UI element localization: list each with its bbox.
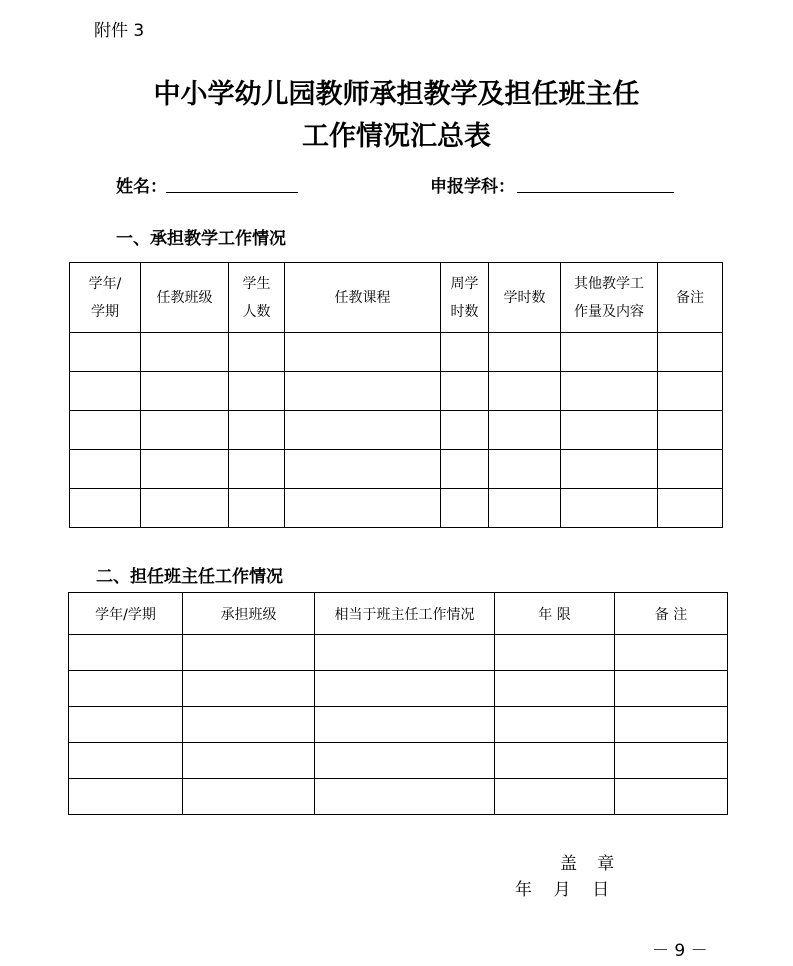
table-cell[interactable]	[285, 411, 441, 450]
table-cell[interactable]	[615, 671, 728, 707]
col-other-work: 其他教学工 作量及内容	[561, 263, 658, 333]
section-2-heading: 二、担任班主任工作情况	[96, 567, 283, 587]
table-row	[69, 671, 728, 707]
table-cell[interactable]	[70, 411, 141, 450]
col-academic-term: 学年/ 学期	[70, 263, 141, 333]
col-duration: 年 限	[495, 593, 615, 635]
table-cell[interactable]	[141, 333, 229, 372]
table-cell[interactable]	[441, 333, 489, 372]
col-remarks: 备注	[658, 263, 723, 333]
table-cell[interactable]	[315, 743, 495, 779]
table-cell[interactable]	[495, 707, 615, 743]
table-cell[interactable]	[561, 411, 658, 450]
table-row	[70, 333, 723, 372]
table-cell[interactable]	[70, 372, 141, 411]
table-header-row	[69, 593, 728, 635]
col-student-count: 学生 人数	[229, 263, 285, 333]
table-cell[interactable]	[141, 450, 229, 489]
table-cell[interactable]	[70, 450, 141, 489]
table-cell[interactable]	[658, 489, 723, 528]
table-row	[70, 489, 723, 528]
table-row	[70, 411, 723, 450]
table-cell[interactable]	[315, 707, 495, 743]
col-academic-term: 学年/学期	[69, 593, 183, 635]
seal-label: 盖 章	[560, 854, 616, 874]
table-row	[69, 743, 728, 779]
table-cell[interactable]	[441, 489, 489, 528]
table-cell[interactable]	[70, 489, 141, 528]
table-row	[69, 779, 728, 815]
name-label: 姓名：	[116, 177, 167, 197]
table-cell[interactable]	[561, 489, 658, 528]
attachment-label: 附件 3	[94, 21, 145, 41]
table-cell[interactable]	[561, 450, 658, 489]
table-cell[interactable]	[561, 333, 658, 372]
table-cell[interactable]	[229, 411, 285, 450]
table-cell[interactable]	[615, 779, 728, 815]
table-cell[interactable]	[495, 671, 615, 707]
date-line: 年 月 日	[515, 880, 610, 900]
head-teacher-work-table	[68, 592, 728, 815]
section-1-heading: 一、承担教学工作情况	[116, 229, 286, 249]
table-cell[interactable]	[183, 779, 315, 815]
col-remarks: 备 注	[615, 593, 728, 635]
subject-label: 申报学科：	[430, 177, 515, 197]
table-cell[interactable]	[489, 489, 561, 528]
table-cell[interactable]	[285, 333, 441, 372]
table-cell[interactable]	[285, 489, 441, 528]
table-cell[interactable]	[229, 333, 285, 372]
table-cell[interactable]	[229, 489, 285, 528]
col-class-assigned: 承担班级	[183, 593, 315, 635]
table-cell[interactable]	[69, 779, 183, 815]
table-cell[interactable]	[183, 635, 315, 671]
table-cell[interactable]	[69, 743, 183, 779]
table-cell[interactable]	[495, 743, 615, 779]
table-cell[interactable]	[141, 489, 229, 528]
table-cell[interactable]	[495, 635, 615, 671]
name-field[interactable]	[166, 192, 298, 193]
page-number: － 9 －	[652, 941, 708, 961]
table-cell[interactable]	[489, 411, 561, 450]
table-cell[interactable]	[489, 372, 561, 411]
table-cell[interactable]	[441, 372, 489, 411]
table-cell[interactable]	[615, 707, 728, 743]
table-cell[interactable]	[315, 779, 495, 815]
table-row	[69, 707, 728, 743]
table-cell[interactable]	[141, 411, 229, 450]
table-cell[interactable]	[441, 450, 489, 489]
table-cell[interactable]	[285, 450, 441, 489]
table-row	[70, 450, 723, 489]
table-header-row	[70, 263, 723, 333]
table-cell[interactable]	[495, 779, 615, 815]
table-cell[interactable]	[658, 411, 723, 450]
table-cell[interactable]	[441, 411, 489, 450]
table-cell[interactable]	[315, 671, 495, 707]
table-cell[interactable]	[658, 372, 723, 411]
col-course: 任教课程	[285, 263, 441, 333]
subject-field[interactable]	[517, 192, 674, 193]
table-cell[interactable]	[561, 372, 658, 411]
table-cell[interactable]	[183, 707, 315, 743]
table-cell[interactable]	[229, 372, 285, 411]
form-title-line-1: 中小学幼儿园教师承担教学及担任班主任	[153, 79, 640, 110]
table-cell[interactable]	[70, 333, 141, 372]
table-cell[interactable]	[285, 372, 441, 411]
table-cell[interactable]	[615, 743, 728, 779]
table-cell[interactable]	[183, 671, 315, 707]
table-cell[interactable]	[315, 635, 495, 671]
table-cell[interactable]	[69, 707, 183, 743]
col-weekly-hours: 周学 时数	[441, 263, 489, 333]
table-cell[interactable]	[658, 450, 723, 489]
table-cell[interactable]	[141, 372, 229, 411]
table-cell[interactable]	[489, 333, 561, 372]
table-cell[interactable]	[69, 671, 183, 707]
table-cell[interactable]	[658, 333, 723, 372]
col-class-taught: 任教班级	[141, 263, 229, 333]
table-row	[70, 372, 723, 411]
table-cell[interactable]	[489, 450, 561, 489]
table-row	[69, 635, 728, 671]
table-cell[interactable]	[69, 635, 183, 671]
table-cell[interactable]	[229, 450, 285, 489]
table-cell[interactable]	[183, 743, 315, 779]
table-cell[interactable]	[615, 635, 728, 671]
col-equivalent-work: 相当于班主任工作情况	[315, 593, 495, 635]
teaching-work-table	[69, 262, 723, 528]
form-title-line-2: 工作情况汇总表	[302, 121, 491, 152]
col-total-hours: 学时数	[489, 263, 561, 333]
